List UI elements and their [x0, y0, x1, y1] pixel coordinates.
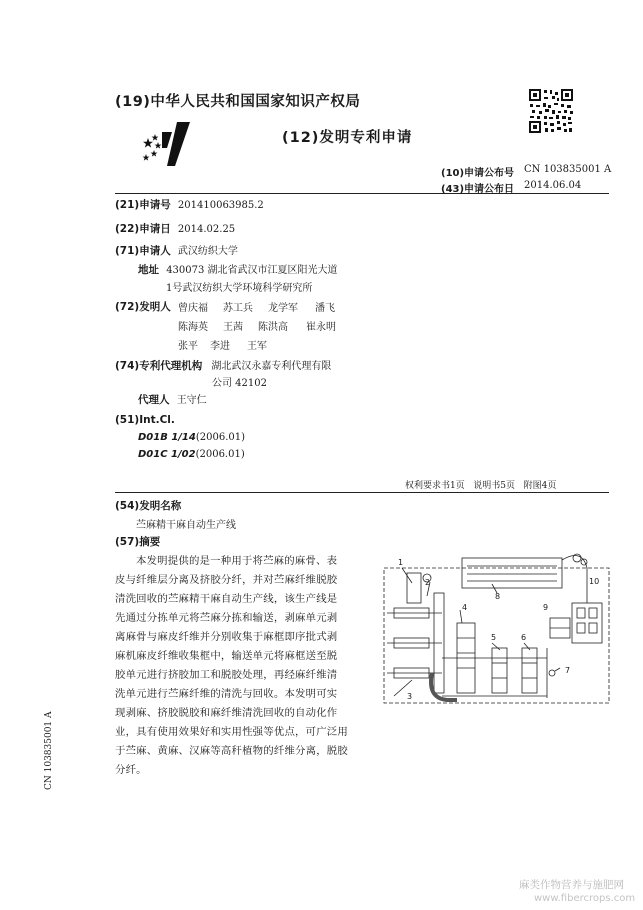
- agency-line1: 湖北武汉永嘉专利代理有限: [211, 361, 332, 372]
- figure-label: 1: [398, 558, 404, 567]
- inventor: 王茜: [223, 322, 243, 333]
- filing-date-row: [115, 221, 235, 236]
- divider-mid: [115, 492, 609, 493]
- app-no: 201410063985.2: [177, 200, 264, 211]
- inventor: 陈洪高: [258, 322, 288, 333]
- pub-date-label: (43)申请公布日: [441, 184, 515, 195]
- inventor: 王军: [247, 341, 267, 352]
- figure-label: 2: [425, 578, 431, 587]
- agency-label: (74)专利代理机构: [115, 360, 203, 372]
- document-type: (12)发明专利申请: [282, 130, 413, 146]
- inventor: 潘飞: [315, 303, 335, 314]
- abstract-line: 清洗回收的苎麻精干麻自动生产线，该生产线是: [115, 593, 338, 605]
- intcl-item: [138, 449, 245, 460]
- figure-label: 7: [565, 666, 571, 675]
- abstract-line: 现剥麻、挤胶脱胶和麻纤维清洗回收的自动化作: [115, 707, 338, 719]
- inventor: 陈海英: [178, 322, 208, 333]
- figure-label: 10: [589, 577, 600, 586]
- address-label: 地址: [138, 264, 159, 276]
- agent-label: 代理人: [138, 394, 170, 406]
- pages-note: 权利要求书1页 说明书5页 附图4页: [405, 481, 557, 491]
- abstract-line: 先通过分拣单元将苎麻分拣和输送，剥麻单元剥: [115, 612, 338, 624]
- figure-label: 9: [543, 603, 549, 612]
- figure-label: 4: [462, 603, 468, 612]
- inventors-label: (72)发明人: [115, 301, 171, 313]
- abstract-line: 皮与纤维层分离及挤胶分纤，并对苎麻纤维脱胶: [115, 574, 338, 586]
- agency-line2-row: [212, 374, 267, 389]
- abstract-line: 于苎麻、黄麻、汉麻等高秆植物的纤维分离，脱胶: [115, 745, 348, 757]
- qr-code: [528, 88, 574, 134]
- app-no-row: [115, 197, 264, 212]
- abstract-line: 分纤。: [115, 764, 147, 776]
- abstract-label: (57)摘要: [115, 536, 161, 548]
- abstract-line: 离麻骨与麻皮纤维并分别收集于麻框即序批式剥: [115, 631, 338, 643]
- intcl-item: [138, 432, 245, 443]
- intcl-year: (2006.01): [195, 432, 246, 443]
- agent-row: [138, 391, 207, 407]
- watermark-url: www.fibercrops.com: [534, 893, 636, 904]
- figure-label: 8: [495, 592, 501, 601]
- invention-title-row: [136, 516, 236, 531]
- app-no-label: (21)申请号: [115, 199, 171, 211]
- inventor: 曾庆福: [178, 303, 208, 314]
- intcl-row: [115, 414, 175, 426]
- inventor: 苏工兵: [223, 303, 253, 314]
- abstract-line: 胶单元进行挤胶加工和脱胶处理，再经麻纤维清: [115, 669, 338, 681]
- filing-date: 2014.02.25: [177, 224, 236, 235]
- address-row: [138, 261, 338, 277]
- agent: 王守仁: [176, 395, 207, 406]
- pub-no: CN 103835001 A: [524, 164, 612, 175]
- figure-label: 6: [521, 633, 527, 642]
- applicant-label: (71)申请人: [115, 245, 171, 257]
- intcl-code: D01B 1/14: [138, 432, 196, 443]
- intcl-year: (2006.01): [195, 449, 245, 460]
- intcl-code: D01C 1/02: [138, 449, 196, 460]
- abstract-label-row: [115, 534, 160, 549]
- side-pub-number: CN 103835001 A: [44, 711, 54, 790]
- inventor: 张平: [178, 341, 198, 352]
- figure-label: 3: [407, 692, 413, 701]
- office-name: (19)中华人民共和国国家知识产权局: [115, 94, 361, 110]
- inventor: 崔永明: [306, 322, 336, 333]
- abstract-line: 洗单元进行苎麻纤维的清洗与回收。本发明可实: [115, 688, 338, 700]
- inventors-label-row: [115, 299, 171, 314]
- abstract-line: 麻机麻皮纤维收集框中，输送单元将麻框送至脱: [115, 650, 338, 662]
- invention-title: 苎麻精干麻自动生产线: [136, 520, 236, 531]
- pub-date: 2014.06.04: [524, 180, 582, 191]
- applicant: 武汉纺织大学: [177, 246, 238, 257]
- agency-line2: 公司 42102: [212, 378, 267, 389]
- address-line2-text: 1号武汉纺织大学环境科学研究所: [166, 283, 313, 294]
- address-line2: [166, 279, 312, 294]
- inventor: 龙学军: [268, 303, 298, 314]
- filing-date-label: (22)申请日: [115, 223, 171, 235]
- inventor: 李进: [210, 341, 230, 352]
- pub-no-label: (10)申请公布号: [441, 168, 515, 179]
- address-line1: 430073 湖北省武汉市江夏区阳光大道: [166, 265, 338, 276]
- abstract-line: 业，具有使用效果好和实用性强等优点，可广泛用: [115, 726, 348, 738]
- applicant-row: [115, 242, 238, 258]
- agency-row: [115, 357, 331, 373]
- sipo-emblem-icon: [140, 120, 190, 168]
- title-label: (54)发明名称: [115, 500, 182, 512]
- divider-top: [115, 193, 609, 194]
- abstract-line: 本发明提供的是一种用于将苎麻的麻骨、表: [136, 555, 338, 567]
- intcl-label: (51)Int.Cl.: [115, 414, 175, 426]
- watermark-site-name: 麻类作物营养与施肥网: [519, 879, 624, 891]
- title-label-row: [115, 498, 181, 513]
- figure-label: 5: [491, 633, 497, 642]
